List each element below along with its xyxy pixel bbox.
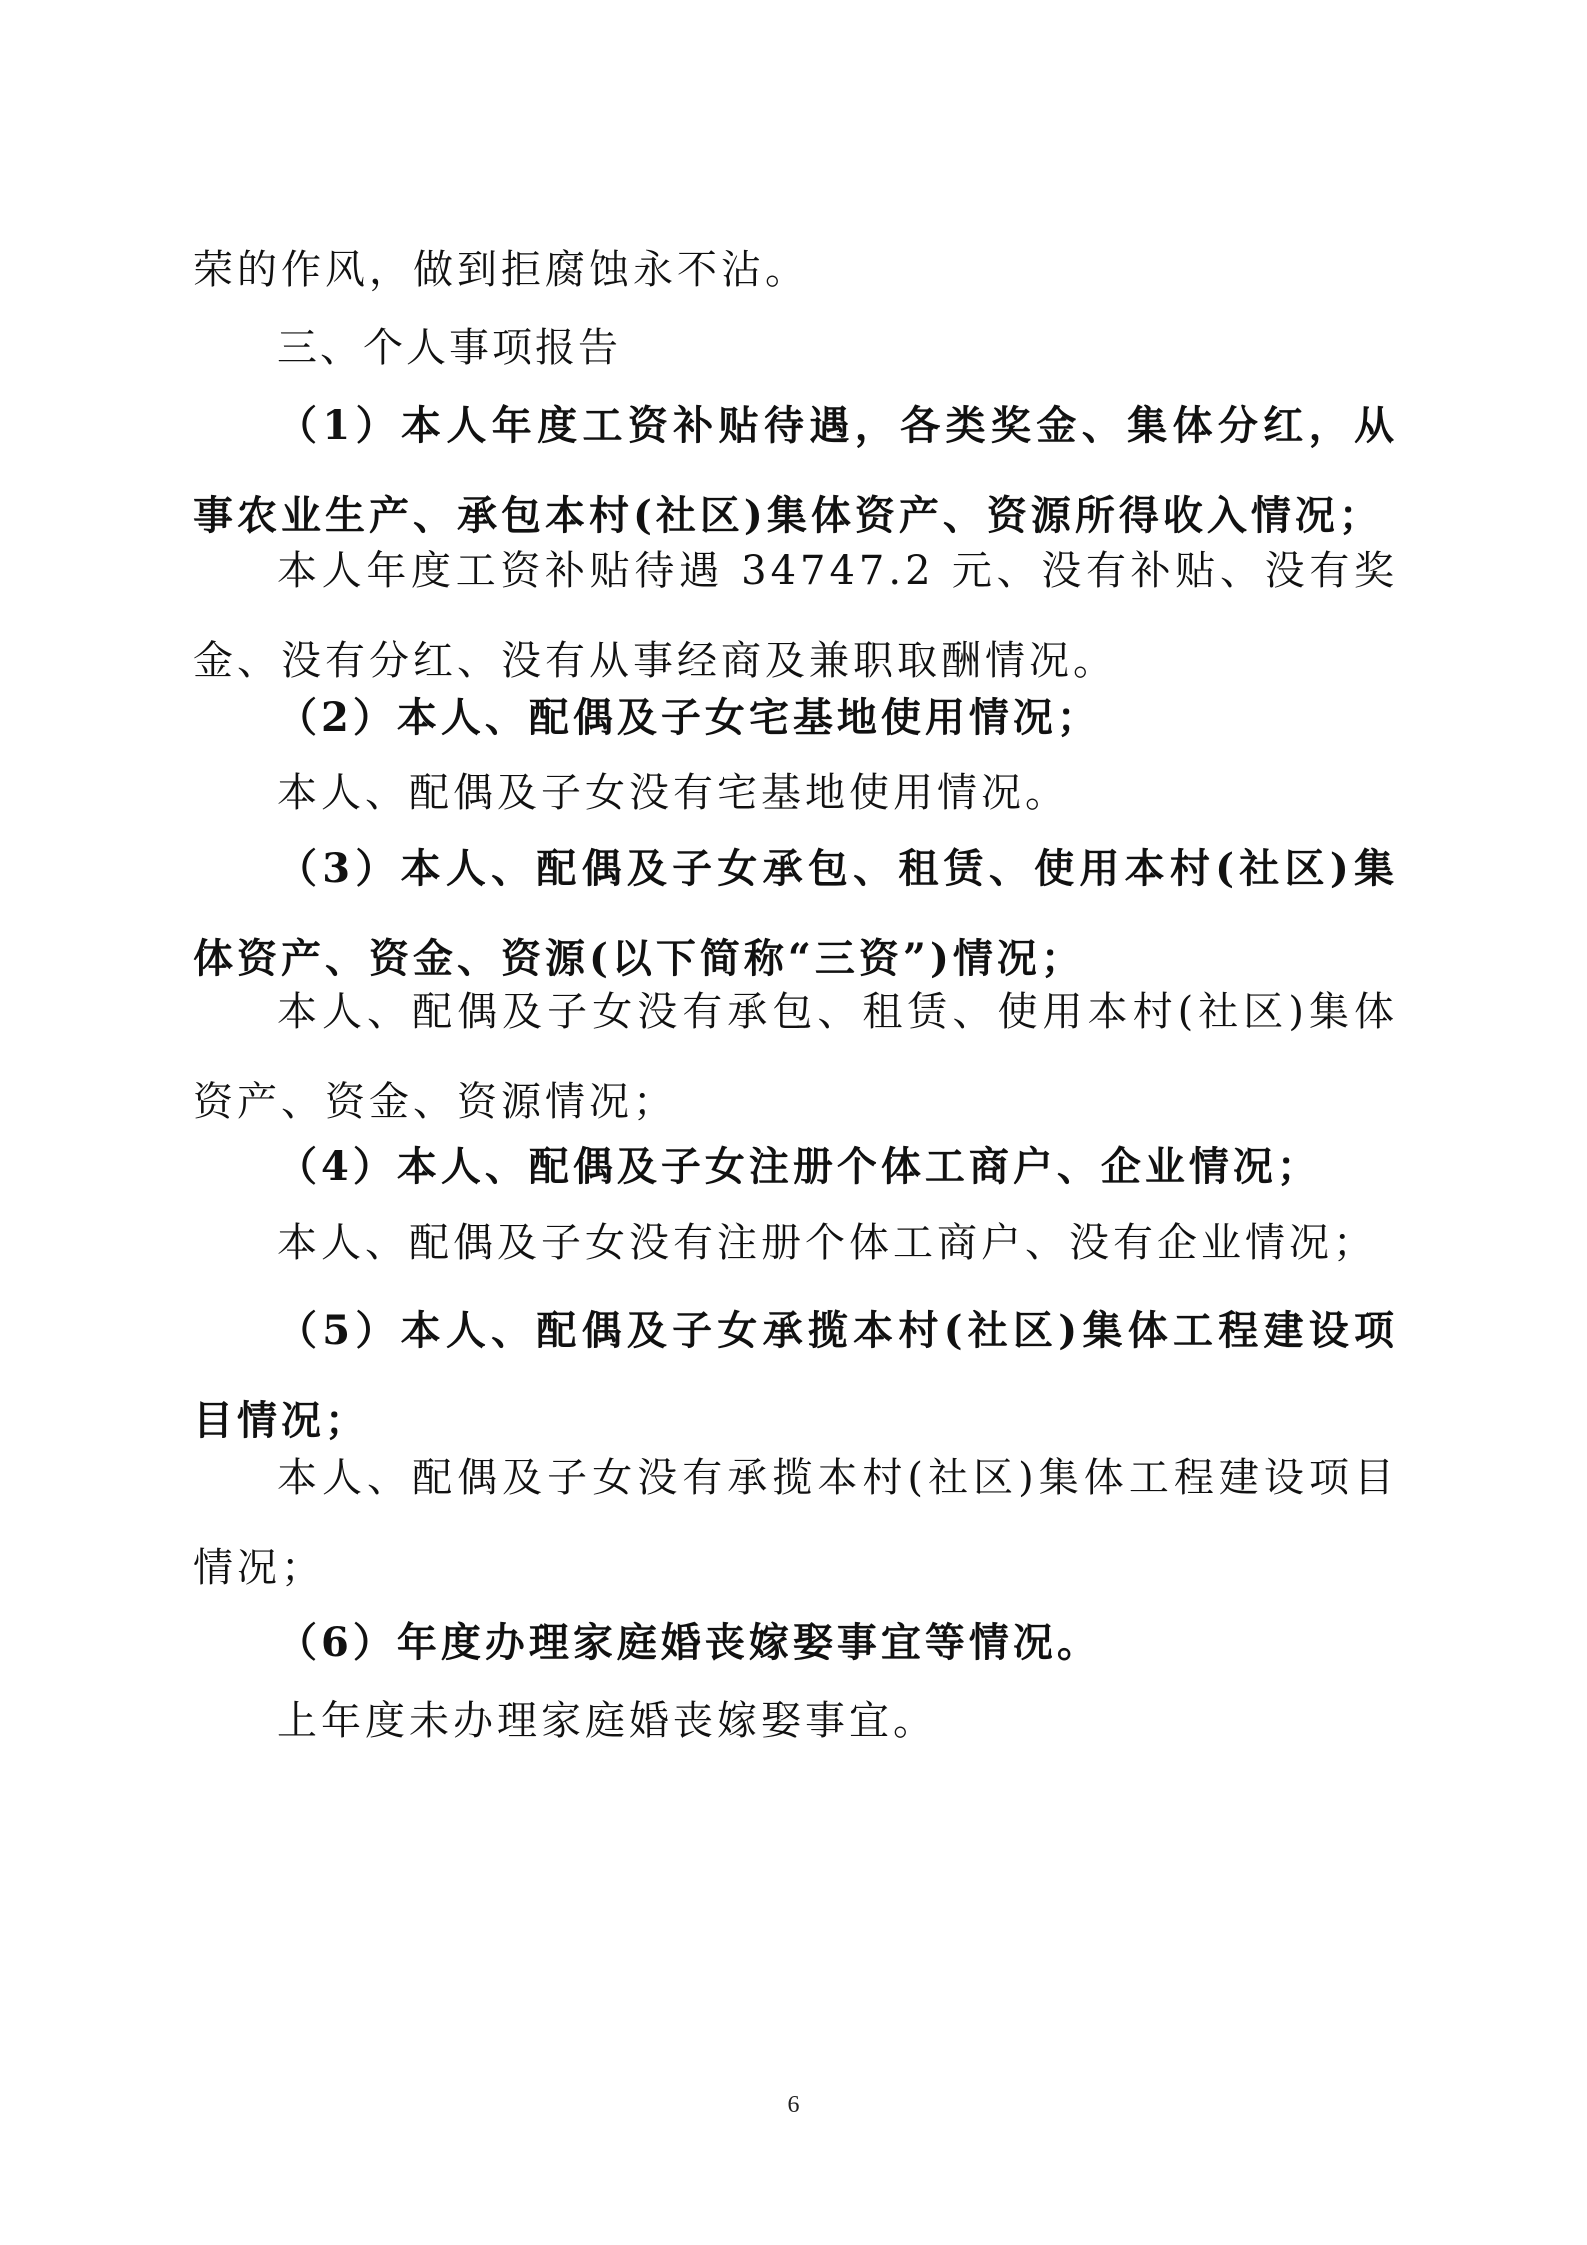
item-4-answer: 本人、配偶及子女没有注册个体工商户、没有企业情况； [277, 1220, 1377, 1266]
item-5-question: （5）本人、配偶及子女承揽本村(社区)集体工程建设项目情况； [193, 1307, 1398, 1444]
item-2-answer: 本人、配偶及子女没有宅基地使用情况。 [277, 770, 1069, 816]
item-1-answer: 本人年度工资补贴待遇 34747.2 元、没有补贴、没有奖金、没有分红、没有从事经商及兼职取酬情况。 [193, 548, 1398, 684]
item-6-question: （6）年度办理家庭婚丧嫁娶事宜等情况。 [277, 1619, 1101, 1666]
page-number: 6 [787, 2092, 800, 2118]
item-6-answer: 上年度未办理家庭婚丧嫁娶事宜。 [277, 1698, 937, 1744]
section-heading: 三、个人事项报告 [277, 325, 621, 371]
item-4-question: （4）本人、配偶及子女注册个体工商户、企业情况； [277, 1143, 1321, 1190]
item-2-question: （2）本人、配偶及子女宅基地使用情况； [277, 694, 1101, 741]
item-1-question: （1）本人年度工资补贴待遇，各类奖金、集体分红，从事农业生产、承包本村(社区)集体资产、资源所得收入情况； [193, 402, 1398, 539]
continuation-paragraph: 荣的作风，做到拒腐蚀永不沾。 [193, 247, 809, 293]
item-5-answer: 本人、配偶及子女没有承揽本村(社区)集体工程建设项目情况； [193, 1455, 1398, 1591]
item-3-answer: 本人、配偶及子女没有承包、租赁、使用本村(社区)集体资产、资金、资源情况； [193, 989, 1398, 1125]
item-3-question: （3）本人、配偶及子女承包、租赁、使用本村(社区)集体资产、资金、资源(以下简称“三资”)情况； [193, 845, 1398, 982]
